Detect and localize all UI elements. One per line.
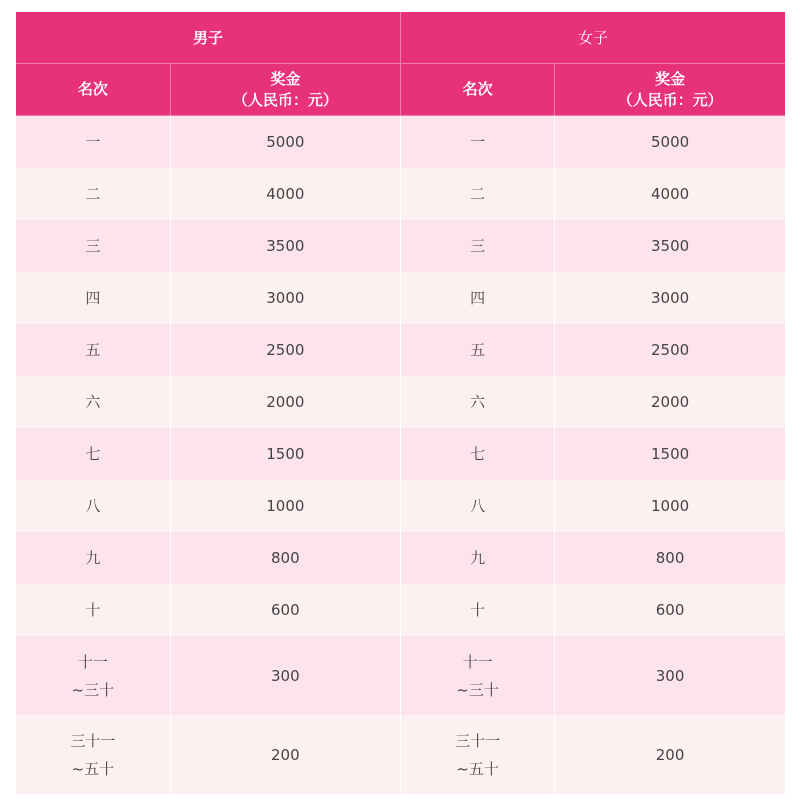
women-prize-cell: 3000 <box>555 272 785 324</box>
rank-text: 八 <box>470 497 486 515</box>
women-rank-cell <box>400 168 554 220</box>
men-rank-cell <box>16 272 170 324</box>
women-rank-cell <box>400 428 554 480</box>
women-rank-cell <box>400 324 554 376</box>
women-prize-cell: 200 <box>555 715 785 794</box>
women-rank-cell <box>400 584 554 636</box>
women-prize-cell: 600 <box>555 584 785 636</box>
men-rank-cell <box>16 168 170 220</box>
rank-text: 四 <box>85 289 101 307</box>
men-rank-cell <box>16 480 170 532</box>
men-prize-cell: 2000 <box>170 376 400 428</box>
women-rank-cell <box>400 636 554 715</box>
table-row <box>16 715 785 794</box>
women-group-header: 女子 <box>400 12 785 64</box>
men-rank-cell <box>16 584 170 636</box>
women-rank-cell <box>400 116 554 169</box>
women-prize-header <box>555 64 785 116</box>
women-rank-cell <box>400 376 554 428</box>
table-row <box>16 220 785 272</box>
men-prize-cell: 1500 <box>170 428 400 480</box>
rank-text: 四 <box>470 289 486 307</box>
rank-text: 二 <box>85 185 101 203</box>
women-rank-cell <box>400 532 554 584</box>
rank-text: ~五十 <box>456 759 499 778</box>
women-rank-cell <box>400 272 554 324</box>
women-prize-cell: 4000 <box>555 168 785 220</box>
men-prize-cell: 5000 <box>170 116 400 169</box>
rank-text: 一 <box>470 133 486 151</box>
rank-text: 六 <box>470 393 486 411</box>
rank-text: 七 <box>470 445 486 463</box>
rank-text: ~三十 <box>456 680 499 699</box>
women-prize-cell: 2000 <box>555 376 785 428</box>
rank-text: 三十一 <box>455 731 501 750</box>
women-prize-cell: 1000 <box>555 480 785 532</box>
rank-text: 二 <box>470 185 486 203</box>
group-header-row <box>16 12 785 64</box>
women-rank-cell <box>400 480 554 532</box>
column-header-row <box>16 64 785 116</box>
table-row <box>16 168 785 220</box>
table-row <box>16 480 785 532</box>
rank-text: 十一 <box>77 652 108 671</box>
table-row <box>16 532 785 584</box>
men-rank-cell <box>16 220 170 272</box>
men-prize-cell: 2500 <box>170 324 400 376</box>
rank-text: 六 <box>85 393 101 411</box>
table-row <box>16 584 785 636</box>
prize-table-body <box>16 116 785 795</box>
rank-text: ~三十 <box>71 680 115 699</box>
table-row <box>16 376 785 428</box>
table-row <box>16 428 785 480</box>
men-rank-cell <box>16 324 170 376</box>
prize-header-title: 奖金 <box>655 69 686 88</box>
prize-header-unit: （人民币：元） <box>617 90 723 109</box>
women-rank-cell <box>400 715 554 794</box>
prize-header-title: 奖金 <box>270 69 301 88</box>
women-prize-cell: 1500 <box>555 428 785 480</box>
women-prize-cell: 800 <box>555 532 785 584</box>
rank-text: 三 <box>470 237 486 255</box>
women-rank-header: 名次 <box>400 64 554 116</box>
men-prize-cell: 3000 <box>170 272 400 324</box>
rank-text: 十 <box>470 601 486 619</box>
men-prize-cell: 800 <box>170 532 400 584</box>
women-prize-cell: 2500 <box>555 324 785 376</box>
rank-text: 三 <box>85 237 101 255</box>
men-rank-cell <box>16 715 170 794</box>
prize-table-container <box>16 12 785 794</box>
rank-text: 七 <box>85 445 101 463</box>
men-prize-cell: 600 <box>170 584 400 636</box>
women-prize-cell: 5000 <box>555 116 785 169</box>
women-prize-cell: 300 <box>555 636 785 715</box>
rank-text: 一 <box>85 133 101 151</box>
men-rank-cell <box>16 532 170 584</box>
rank-text: 五 <box>470 341 486 359</box>
table-row <box>16 116 785 169</box>
women-rank-cell <box>400 220 554 272</box>
table-row <box>16 636 785 715</box>
rank-text: 三十一 <box>70 731 116 750</box>
men-prize-cell: 1000 <box>170 480 400 532</box>
prize-header-unit: （人民币：元） <box>232 90 338 109</box>
rank-text: 八 <box>85 497 101 515</box>
women-prize-cell: 3500 <box>555 220 785 272</box>
men-rank-header: 名次 <box>16 64 170 116</box>
men-rank-cell <box>16 636 170 715</box>
men-prize-cell: 3500 <box>170 220 400 272</box>
rank-text: ~五十 <box>71 759 115 778</box>
rank-text: 九 <box>85 549 101 567</box>
table-row <box>16 272 785 324</box>
men-rank-cell <box>16 116 170 169</box>
men-prize-cell: 200 <box>170 715 400 794</box>
men-prize-cell: 300 <box>170 636 400 715</box>
men-group-header: 男子 <box>16 12 400 64</box>
prize-table <box>16 12 785 794</box>
rank-text: 十一 <box>462 652 493 671</box>
rank-text: 十 <box>85 601 101 619</box>
table-row <box>16 324 785 376</box>
men-prize-header <box>170 64 400 116</box>
rank-text: 五 <box>85 341 101 359</box>
men-prize-cell: 4000 <box>170 168 400 220</box>
men-rank-cell <box>16 428 170 480</box>
rank-text: 九 <box>470 549 486 567</box>
men-rank-cell <box>16 376 170 428</box>
